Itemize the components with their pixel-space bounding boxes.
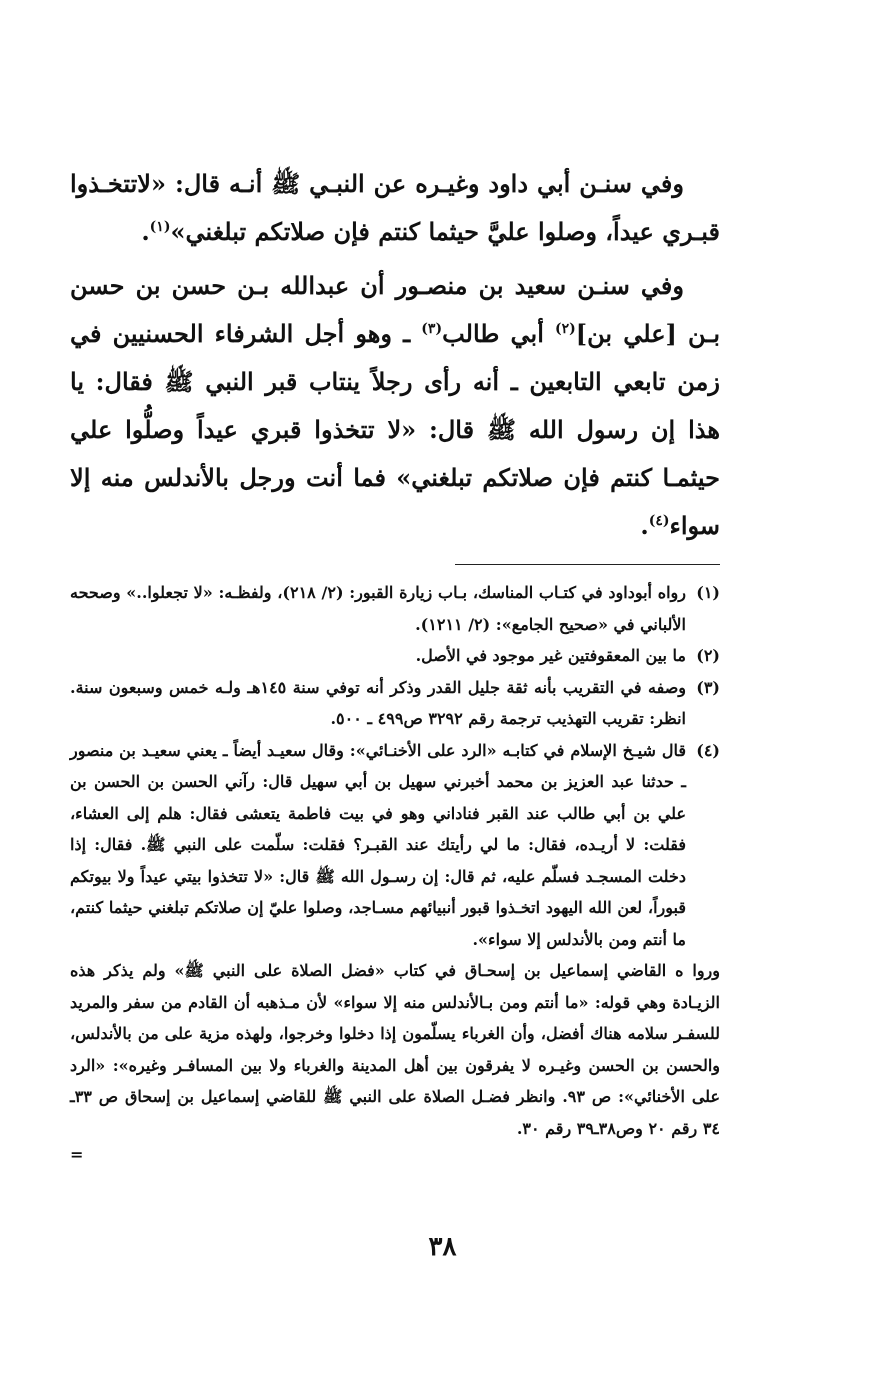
footnote-ref-3: (٣) xyxy=(421,321,443,337)
footnotes xyxy=(70,577,720,1144)
continuation-mark: = xyxy=(70,1145,84,1164)
footnote-ref-4: (٤) xyxy=(648,513,670,529)
main-paragraph-1-text: وفي سنـن أبي داود وغيـره عن النبـي ﷺ أنـه قال: «لاتتخـذوا قبـري عيداً، وصلوا عليَّ حيثما كنتم فإن صلاتكم تبلغني» xyxy=(70,169,720,246)
footnote-4-number: (٤) xyxy=(696,740,720,760)
footnote-3-text: وصفه في التقريب بأنه ثقة جليل القدر وذكر أنه توفي سنة ١٤٥هـ ولـه خمس وسبعون سنة. انظر: تقريب التهذيب ترجمة رقم ٣٢٩٢ ص٤٩٩ ـ ٥٠٠. xyxy=(70,677,687,728)
main-paragraph-1-end: . xyxy=(141,217,150,246)
footnote-2-text: ما بين المعقوفتين غير موجود في الأصل. xyxy=(415,646,686,665)
footnote-1-text: رواه أبوداود في كتـاب المناسك، بـاب زيارة القبور: (٢/ ٢١٨)، ولفظـه: «لا تجعلوا..» وصححه الألباني في «صحيح الجامع»: (٢/ ١٢١١). xyxy=(70,583,687,634)
footnote-3 xyxy=(70,672,720,735)
footnote-4-text: قال شيـخ الإسلام في كتابـه «الرد على الأخنـائي»: وقال سعيـد أيضاً ـ يعني سعيـد بن منصور ـ حدثنا عبد العزيز بن محمد أخبرني سهيل بن أبي سهيل قال: رآني الحسن بن الحسن بن علي بن أبي طالب عند القبر فناداني وهو في بيت فاطمة يتعشى فقال: هلم إلى العشاء، فقلت: لا أريـده، فقال: ما لي رأيتك عند القبـر؟ فقلت: سلّمت على النبي ﷺ. فقال: إذا دخلت المسجـد فسلّم عليه، ثم قال: إن رسـول الله ﷺ قال: «لا تتخذوا بيتي عيداً ولا بيوتكم قبوراً، لعن الله اليهود اتخـذوا قبور أنبيائهم مسـاجد، وصلوا عليّ إن صلاتكم تبلغني حيثما كنتم، ما أنتم ومن بالأندلس إلا سواء». xyxy=(70,740,686,949)
footnote-1-number: (١) xyxy=(696,583,720,602)
main-paragraph-2-end: . xyxy=(640,511,649,540)
main-paragraph-1 xyxy=(70,160,720,256)
footnote-2 xyxy=(70,640,720,672)
footnote-4-continuation: وروا ه القاضي إسماعيل بن إسحـاق في كتاب «فضل الصلاة على النبي ﷺ» ولم يذكر هذه الزيـادة وهي قوله: «ما أنتم ومن بـالأندلس منه إلا سواء» لأن مـذهبه أن القادم من سفر والمريد للسفـر سلامه هناك أفضل، وأن الغرباء يسلّمون إذا دخلوا وخرجوا، ولهذه مزية على من بالأندلس، والحسن بن الحسن وغيـره لا يفرقون بين أهل المدينة والغرباء ولا بين المسافـر وغيره»: «الرد على الأخنائي»: ص ٩٣. وانظر فضـل الصلاة على النبي ﷺ للقاضي إسماعيل بن إسحاق ص ٣٣ـ ٣٤ رقم ٢٠ وص٣٨ـ٣٩ رقم ٣٠. xyxy=(70,961,720,1138)
footnote-ref-2: (٢) xyxy=(555,321,576,337)
footnote-3-number: (٣) xyxy=(696,677,720,697)
footnote-1 xyxy=(70,577,720,640)
footnote-2-number: (٢) xyxy=(696,646,720,665)
footnote-separator xyxy=(455,564,720,565)
main-paragraph-2-text-b: أبي طالب xyxy=(442,319,556,348)
page-body xyxy=(70,160,720,1166)
main-paragraph-2-text-c: ـ وهو أجل الشرفاء الحسنيين في زمن تابعي التابعين ـ أنه رأى رجلاً ينتاب قبر النبي ﷺ فقال: يا هذا إن رسول الله ﷺ قال: «لا تتخذوا قبري عيداً وصلُّوا علي حيثمـا كنتم فإن صلاتكم تبلغني» فما أنت ورجل بالأندلس منه إلا سواء xyxy=(70,319,720,540)
main-paragraph-2-text-a: وفي سنـن سعيد بن منصـور أن عبدالله بـن حسن بن حسن بـن [علي بن] xyxy=(70,271,720,348)
footnote-ref-1: (١) xyxy=(149,219,171,235)
page-number: ٣٨ xyxy=(428,1232,457,1262)
main-paragraph-2 xyxy=(70,262,720,550)
footnote-4 xyxy=(70,735,720,956)
